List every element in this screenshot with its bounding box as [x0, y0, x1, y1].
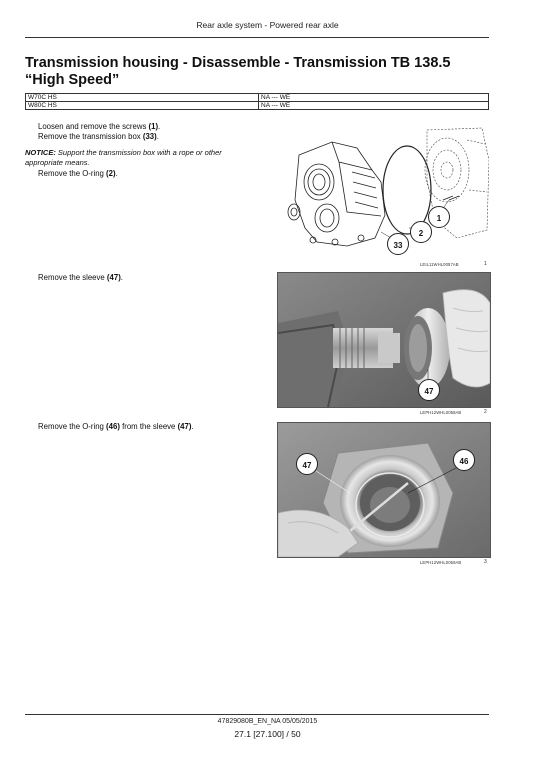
callout-47: [296, 453, 318, 475]
callout-2: [410, 221, 432, 243]
figure-1: [277, 120, 489, 258]
page-header: Rear axle system - Powered rear axle: [196, 20, 339, 30]
serial-cell: NA --- WE: [259, 102, 489, 110]
footer-page-number: 27.1 [27.100] / 50: [234, 729, 301, 739]
callout-1: [428, 206, 450, 228]
title-line-1: Transmission housing - Disassemble - Transmission TB 138.5: [25, 55, 451, 71]
oring-removal-photo: [278, 423, 490, 557]
title-line-2: “High Speed”: [25, 72, 120, 88]
transmission-drawing: [277, 120, 489, 258]
model-table: [25, 93, 489, 110]
callout-47: [418, 379, 440, 401]
figure-3-number: 3: [484, 559, 487, 565]
serial-cell: NA --- WE: [259, 94, 489, 102]
callout-label: 2: [418, 229, 424, 238]
callout-46: [453, 449, 475, 471]
figure-1-caption: LEIL11WHL0057AB: [420, 262, 459, 267]
part-ref: (33): [142, 132, 157, 141]
figure-2-caption: LEPH12WHL0058AB: [420, 410, 462, 415]
page-title: [25, 55, 505, 89]
instruction-line: [38, 132, 268, 142]
notice-label: NOTICE:: [25, 148, 56, 157]
part-ref: (46): [106, 422, 120, 431]
instruction-text: Remove the O-ring: [38, 169, 107, 178]
part-ref: (2): [106, 169, 116, 178]
figure-1-number: 1: [484, 261, 487, 267]
part-ref: (47): [106, 273, 121, 282]
callout-label: 46: [459, 457, 469, 466]
figure-3: [277, 422, 491, 558]
instruction-text: Loosen and remove the screws: [38, 122, 149, 131]
instruction-text: .: [158, 122, 161, 131]
step-5-text: [38, 422, 268, 432]
instruction-text: .: [120, 273, 123, 282]
model-cell: W80C HS: [26, 102, 259, 110]
figure-2: [277, 272, 491, 408]
figure-2-number: 2: [484, 409, 487, 415]
header-rule: [25, 37, 489, 38]
instruction-text: .: [156, 132, 159, 141]
part-ref: (47): [177, 422, 192, 431]
instruction-text: .: [115, 169, 118, 178]
notice-text: Support the transmission box with a rope or other: [55, 148, 222, 157]
table-row: [26, 102, 489, 110]
footer-doc-id: 47829080B_EN_NA 05/05/2015: [217, 718, 318, 725]
notice-text-2: appropriate means.: [25, 157, 90, 167]
sleeve-removal-photo: [278, 273, 490, 407]
instruction-text: Remove the sleeve: [38, 273, 107, 282]
instruction-text: Remove the transmission box: [38, 132, 143, 141]
callout-label: 33: [393, 241, 403, 250]
notice-block: [25, 148, 270, 167]
callout-33: [387, 233, 409, 255]
step-3-text: [38, 169, 268, 179]
part-ref: (1): [148, 122, 159, 131]
callout-label: 47: [424, 387, 434, 396]
footer-rule: [25, 714, 489, 715]
instruction-line: [38, 122, 268, 132]
step-4-text: [38, 273, 268, 283]
instruction-text: Remove the O-ring: [38, 422, 107, 431]
step-1-text: [38, 122, 268, 142]
callout-label: 47: [302, 461, 312, 470]
instruction-text: .: [191, 422, 194, 431]
table-row: [26, 94, 489, 102]
model-cell: W70C HS: [26, 94, 259, 102]
instruction-text: from the sleeve: [119, 422, 178, 431]
figure-3-caption: LEPH12WHL0059AB: [420, 560, 462, 565]
callout-label: 1: [436, 214, 442, 223]
